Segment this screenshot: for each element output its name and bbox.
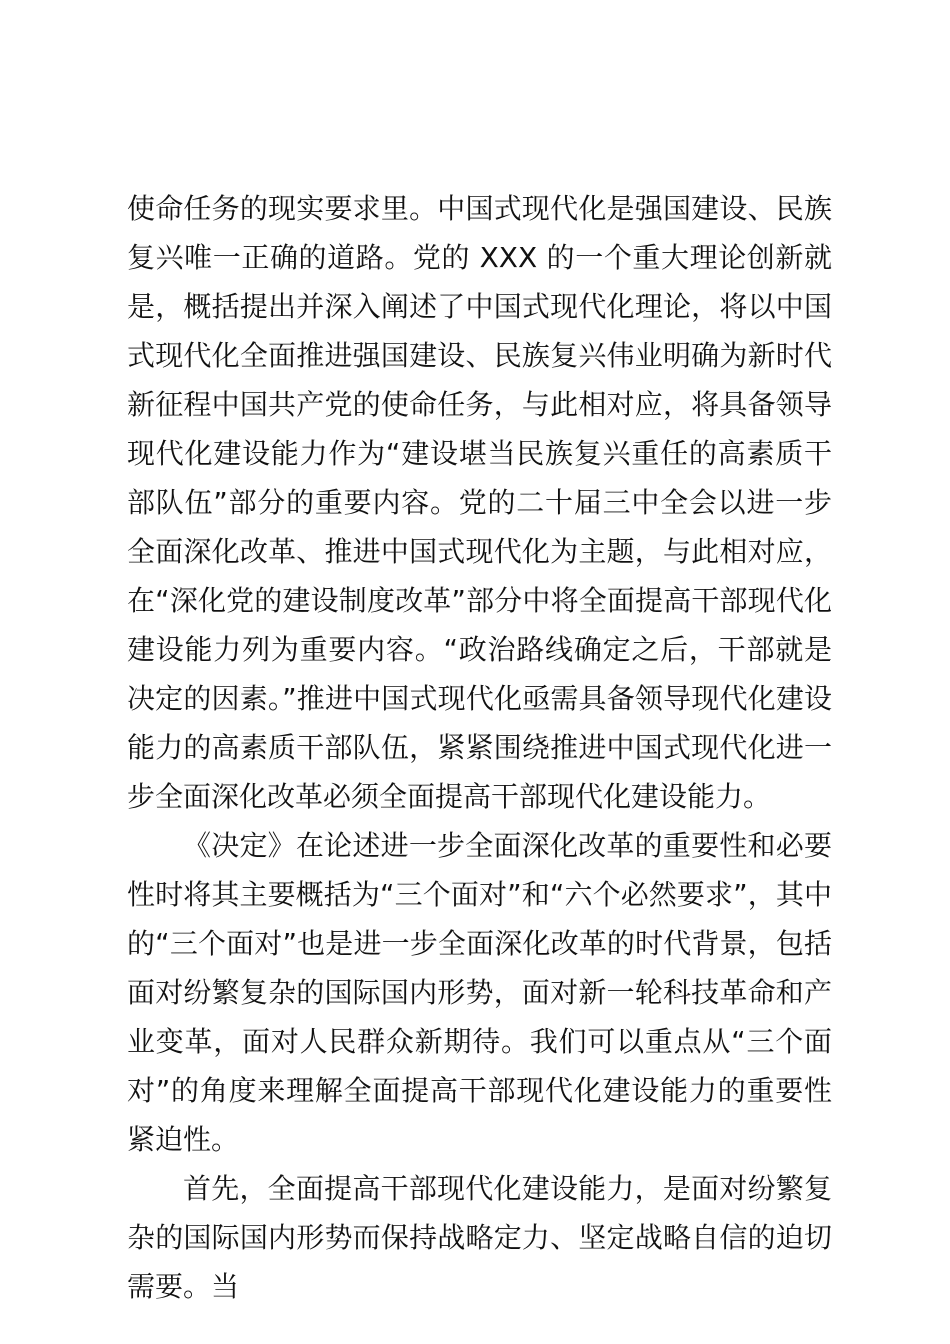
- body-text: [127, 184, 832, 1311]
- paragraph-continuation: 使命任务的现实要求里。中国式现代化是强国建设、民族复兴唯一正确的道路。党的 XXX 的一个重大理论创新就是，概括提出并深入阐述了中国式现代化理论，将以中国式现代化全面推进强国建设、民族复兴伟业明确为新时代新征程中国共产党的使命任务，与此相对应，将具备领导现代化建设能力作为“建设堪当民族复兴重任的高素质干部队伍”部分的重要内容。党的二十届三中全会以进一步全面深化改革、推进中国式现代化为主题，与此相对应，在“深化党的建设制度改革”部分中将全面提高干部现代化建设能力列为重要内容。“政治路线确定之后，干部就是决定的因素。”推进中国式现代化亟需具备领导现代化建设能力的高素质干部队伍，紧紧围绕推进中国式现代化进一步全面深化改革必须全面提高干部现代化建设能力。: [127, 192, 832, 813]
- paragraph-decision: 《决定》在论述进一步全面深化改革的重要性和必要性时将其主要概括为“三个面对”和“六个必然要求”，其中的“三个面对”也是进一步全面深化改革的时代背景，包括面对纷繁复杂的国际国内形势，面对新一轮科技革命和产业变革，面对人民群众新期待。我们可以重点从“三个面对”的角度来理解全面提高干部现代化建设能力的重要性紧迫性。: [127, 829, 832, 1156]
- paragraph-first-point: 首先，全面提高干部现代化建设能力，是面对纷繁复杂的国际国内形势而保持战略定力、坚定战略自信的迫切需要。当: [127, 1172, 832, 1303]
